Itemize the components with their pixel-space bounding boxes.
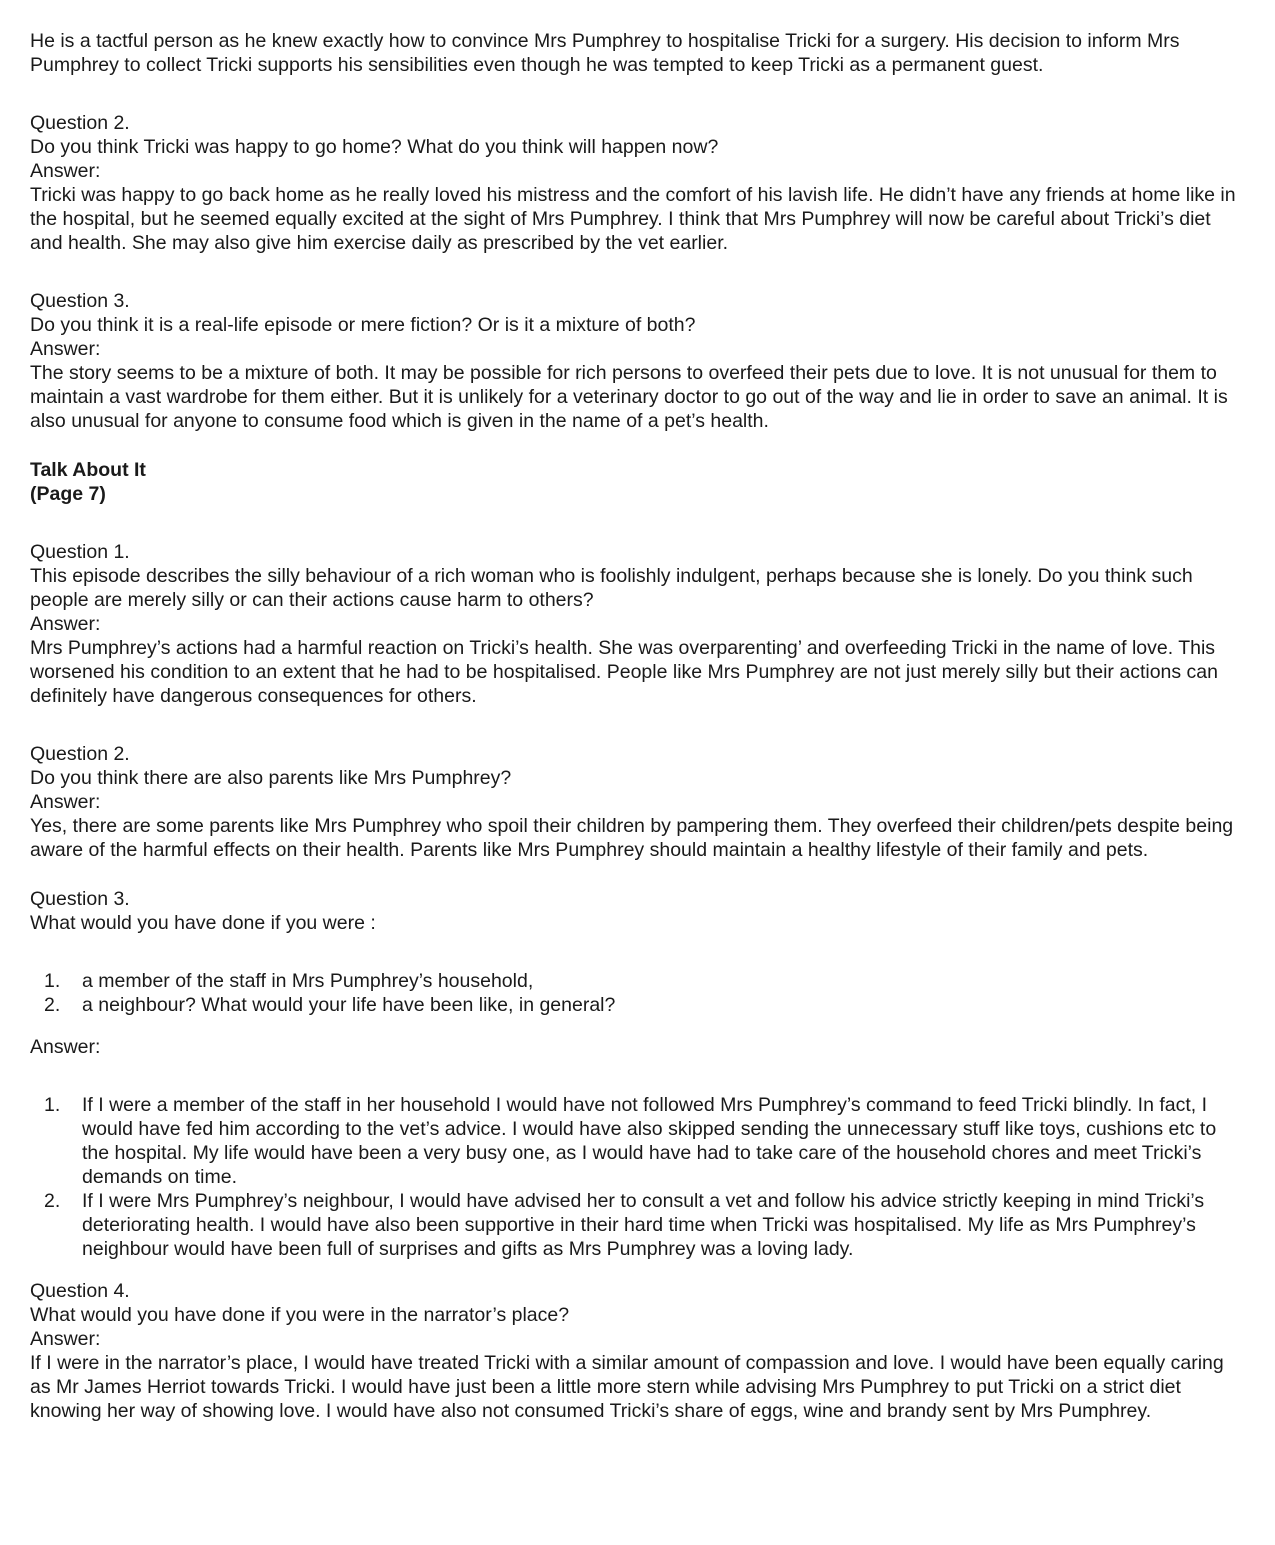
answer-text: Yes, there are some parents like Mrs Pumphrey who spoil their children by pampering them. They overfeed their children/pets despite being aware of the harmful effects on their health. Parents like Mrs Pumphrey should maintain a healthy lifestyle of their family and pets. — [30, 815, 1234, 861]
think-question-3-block — [30, 289, 1245, 433]
talk-question-3-block — [30, 887, 1245, 1279]
list-text: If I were Mrs Pumphrey’s neighbour, I would have advised her to consult a vet and follow his advice strictly keeping in mind Tricki’s deteriorating health. I would have also been supportive in their hard time when Tricki was hospitalised. My life as Mrs Pumphrey’s neighbour would have been full of surprises and gifts as Mrs Pumphrey was a loving lady. — [82, 1190, 1205, 1260]
options-list — [30, 969, 1245, 1017]
question-text: This episode describes the silly behaviour of a rich woman who is foolishly indulgent, perhaps because she is lonely. Do you think such people are merely silly or can their actions cause harm to others? — [30, 565, 1193, 611]
answer-label: Answer: — [30, 338, 101, 360]
list-item — [30, 1189, 1245, 1261]
question-text: Do you think there are also parents like Mrs Pumphrey? — [30, 767, 512, 789]
question-text: What would you have done if you were : — [30, 912, 376, 934]
list-item — [30, 993, 1245, 1017]
answer-label: Answer: — [30, 791, 101, 813]
list-text: If I were a member of the staff in her household I would have not followed Mrs Pumphrey’s command to feed Tricki blindly. In fact, I would have fed him according to the vet’s advice. I would have also skipped sending the unnecessary stuff like toys, cushions etc to the hospital. My life would have been a very busy one, as I would have had to take care of the household chores and meet Tricki’s demands on time. — [82, 1094, 1217, 1188]
talk-question-1-block — [30, 540, 1245, 708]
question-label: Question 2. — [30, 743, 130, 765]
question-text: Do you think it is a real-life episode or mere fiction? Or is it a mixture of both? — [30, 314, 696, 336]
section-heading — [30, 458, 1245, 506]
answer-text: Mrs Pumphrey’s actions had a harmful reaction on Tricki’s health. She was overparenting’ and overfeeding Tricki in the name of love. This worsened his condition to an extent that he had to be hospitalised. People like Mrs Pumphrey are not just merely silly but their actions can definitely have dangerous consequences for others. — [30, 637, 1218, 707]
question-text: Do you think Tricki was happy to go home? What do you think will happen now? — [30, 136, 719, 158]
section-title: Talk About It — [30, 459, 146, 481]
question-label: Question 1. — [30, 541, 130, 563]
think-question-2-block — [30, 111, 1245, 255]
list-item — [30, 969, 1245, 993]
answer-label: Answer: — [30, 613, 101, 635]
answer-text: If I were in the narrator’s place, I would have treated Tricki with a similar amount of compassion and love. I would have been equally caring as Mr James Herriot towards Tricki. I would have just been a little more stern while advising Mrs Pumphrey to put Tricki on a strict diet knowing her way of showing love. I would have also not consumed Tricki’s share of eggs, wine and brandy sent by Mrs Pumphrey. — [30, 1352, 1224, 1422]
list-number: 2. — [44, 994, 61, 1016]
list-number: 2. — [44, 1190, 61, 1212]
answer-label: Answer: — [30, 1328, 101, 1350]
answer-label: Answer: — [30, 1036, 101, 1058]
question-label: Question 3. — [30, 888, 130, 910]
question-label: Question 4. — [30, 1280, 130, 1302]
list-number: 1. — [44, 1094, 61, 1116]
answer-label: Answer: — [30, 160, 101, 182]
section-page-ref: (Page 7) — [30, 483, 106, 505]
list-item — [30, 1093, 1245, 1189]
intro-paragraph: He is a tactful person as he knew exactly how to convince Mrs Pumphrey to hospitalise Tricki for a surgery. His decision to inform Mrs Pumphrey to collect Tricki supports his sensibilities even though he was tempted to keep Tricki as a permanent guest. — [30, 30, 1180, 76]
talk-question-2-block — [30, 742, 1245, 862]
list-number: 1. — [44, 970, 61, 992]
answer-text: The story seems to be a mixture of both. It may be possible for rich persons to overfeed their pets due to love. It is not unusual for them to maintain a vast wardrobe for them either. But it is unlikely for a veterinary doctor to go out of the way and lie in order to save an animal. It is also unusual for anyone to consume food which is given in the name of a pet’s health. — [30, 362, 1228, 432]
answer-text: Tricki was happy to go back home as he really loved his mistress and the comfort of his lavish life. He didn’t have any friends at home like in the hospital, but he seemed equally excited at the sight of Mrs Pumphrey. I think that Mrs Pumphrey will now be careful about Tricki’s diet and health. She may also give him exercise daily as prescribed by the vet earlier. — [30, 184, 1236, 254]
answers-list — [30, 1093, 1245, 1261]
list-text: a member of the staff in Mrs Pumphrey’s household, — [82, 970, 534, 992]
list-text: a neighbour? What would your life have been like, in general? — [82, 994, 616, 1016]
question-label: Question 3. — [30, 290, 130, 312]
question-label: Question 2. — [30, 112, 130, 134]
question-text: What would you have done if you were in the narrator’s place? — [30, 1304, 570, 1326]
talk-question-4-block — [30, 1279, 1245, 1423]
